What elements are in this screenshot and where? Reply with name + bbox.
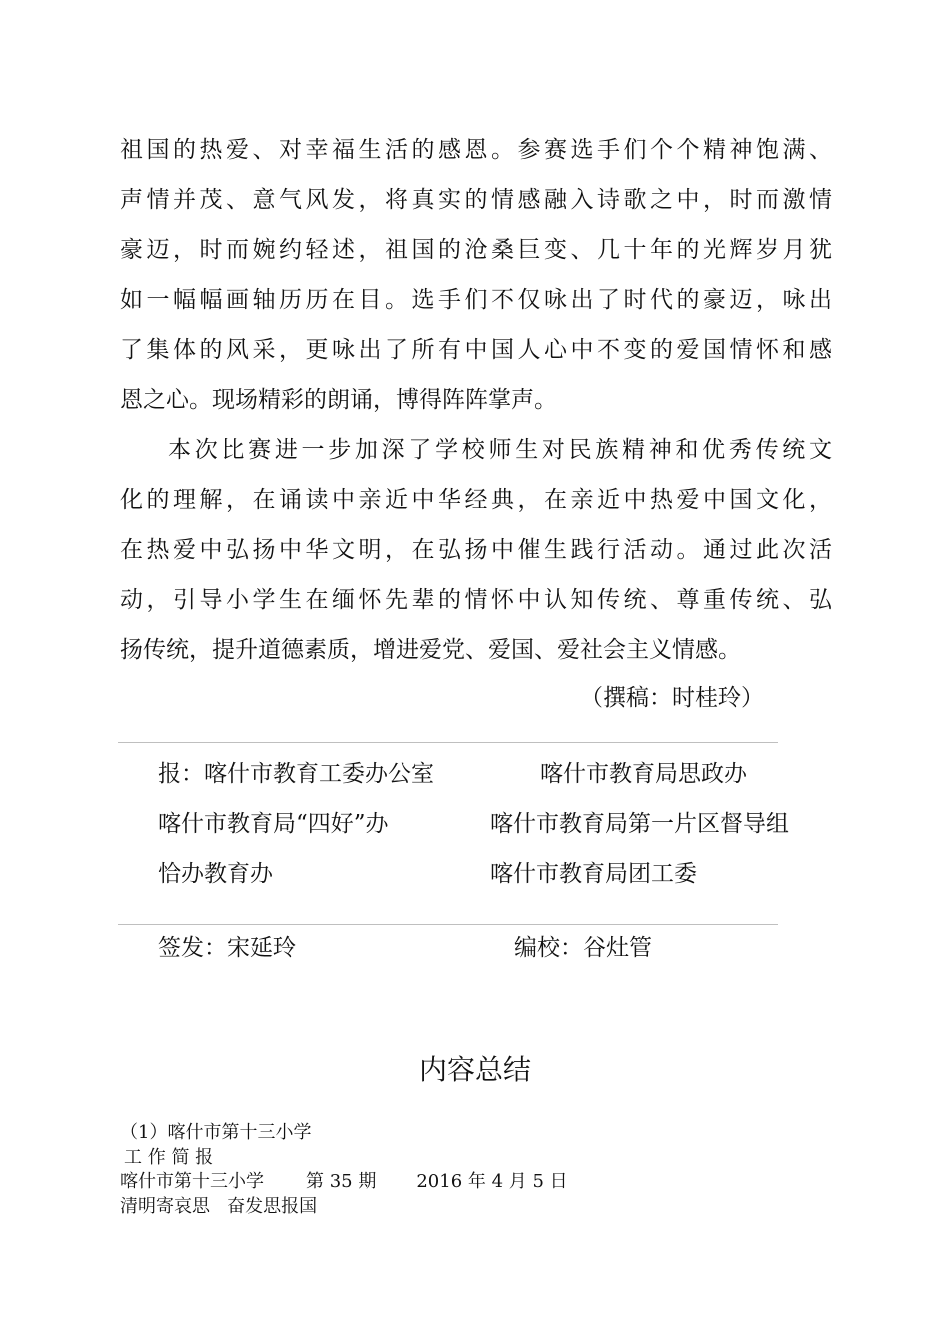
body-text-line: 在热爱中弘扬中华文明，在弘扬中催生践行活动。通过此次活 <box>120 537 832 563</box>
body-text-line: 了集体的风采，更咏出了所有中国人心中不变的爱国情怀和感 <box>120 337 832 363</box>
summary-date: 2016 年 4 月 5 日 <box>416 1171 568 1192</box>
distribution-recipient: 恰办教育办 <box>158 861 273 887</box>
body-text-line: 化的理解，在诵读中亲近中华经典，在亲近中热爱中国文化， <box>120 487 832 513</box>
body-text-line: 祖国的热爱、对幸福生活的感恩。参赛选手们个个精神饱满、 <box>120 137 832 163</box>
distribution-recipient: 喀什市教育局团工委 <box>490 861 697 887</box>
summary-line: （1）喀什市第十三小学 <box>120 1122 312 1143</box>
distribution-recipient: 报：喀什市教育工委办公室 <box>158 761 434 787</box>
distribution-recipient: 喀什市教育局第一片区督导组 <box>490 811 789 837</box>
divider <box>118 742 778 743</box>
body-text-line: 声情并茂、意气风发，将真实的情感融入诗歌之中，时而激情 <box>120 187 832 213</box>
summary-issue: 第 35 期 <box>306 1171 377 1192</box>
distribution-recipient: 喀什市教育局“四好”办 <box>158 811 389 837</box>
body-text-line: 本次比赛进一步加深了学校师生对民族精神和优秀传统文 <box>168 437 832 463</box>
divider <box>118 924 778 925</box>
summary-school: 喀什市第十三小学 <box>120 1171 264 1192</box>
edited-by: 编校：谷灶管 <box>514 935 652 961</box>
issued-by: 签发：宋延玲 <box>158 935 296 961</box>
body-text-line: 豪迈，时而婉约轻述，祖国的沧桑巨变、几十年的光辉岁月犹 <box>120 237 832 263</box>
summary-line: 清明寄哀思 奋发思报国 <box>120 1196 318 1217</box>
author-byline: （撰稿：时桂玲） <box>580 685 764 711</box>
distribution-recipient: 喀什市教育局思政办 <box>540 761 747 787</box>
body-text-line: 动，引导小学生在缅怀先辈的情怀中认知传统、尊重传统、弘 <box>120 587 832 613</box>
summary-line: 工 作 简 报 <box>124 1147 214 1168</box>
body-text-line: 扬传统，提升道德素质，增进爱党、爱国、爱社会主义情感。 <box>120 637 741 663</box>
summary-line <box>120 1170 568 1194</box>
body-text-line: 如一幅幅画轴历历在目。选手们不仅咏出了时代的豪迈，咏出 <box>120 287 832 313</box>
summary-title: 内容总结 <box>418 1053 531 1086</box>
body-text-line: 恩之心。现场精彩的朗诵，博得阵阵掌声。 <box>120 387 557 413</box>
